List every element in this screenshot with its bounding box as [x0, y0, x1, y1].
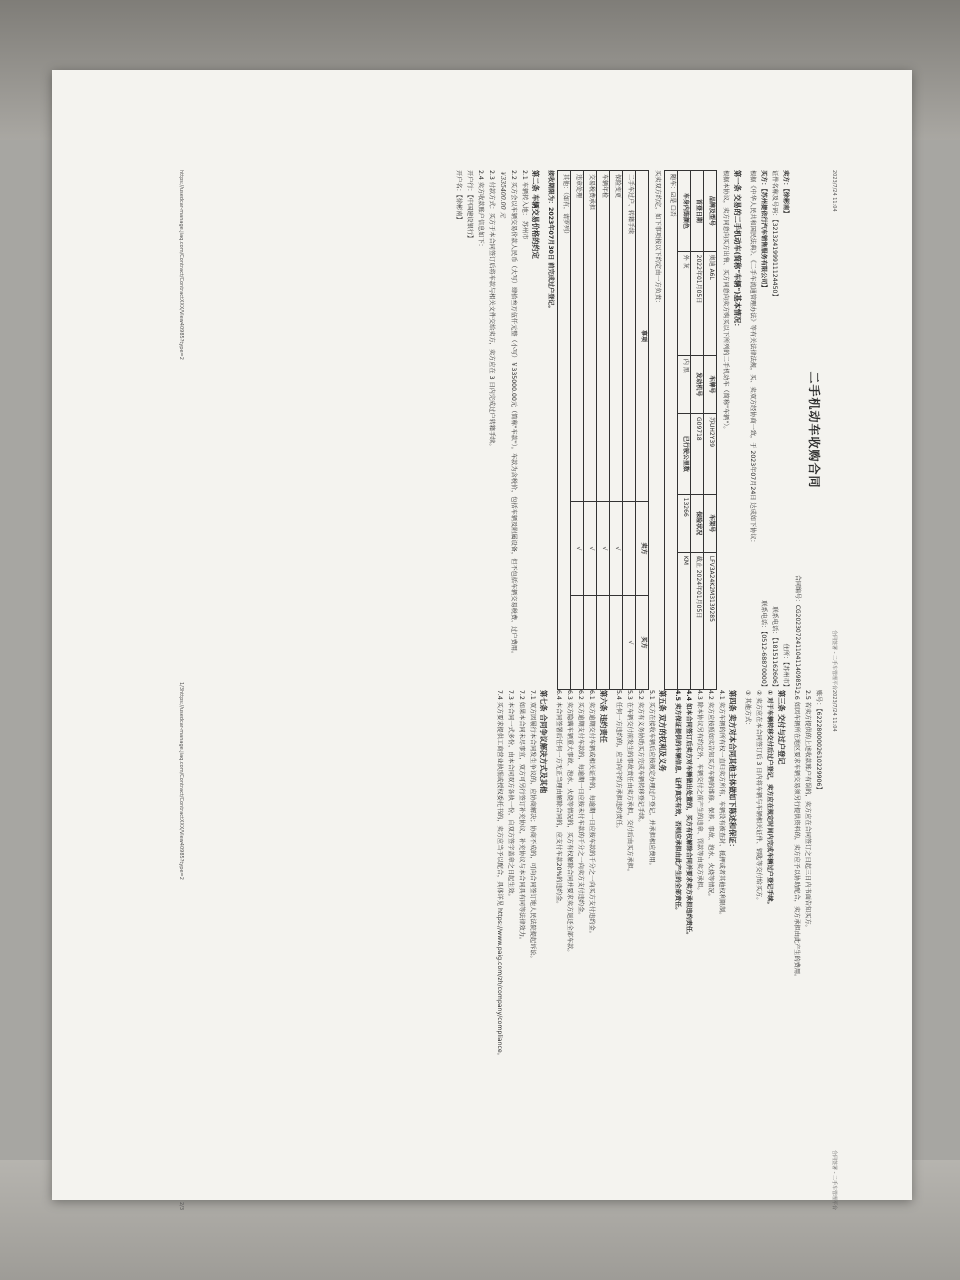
vin-value: LFV3A24K2M3139285	[704, 552, 717, 689]
price-amount: ￥335400.00 元	[498, 170, 506, 218]
page-header	[830, 170, 837, 690]
preamble: 根据《中华人民共和国民法典》、《二手车流通管理办法》等有关法律法规，买、卖双方经协商一致，于 2023年07月24日 达成如下协议：	[748, 170, 756, 546]
article-2-heading: 第二条 车辆交易价格的约定	[531, 170, 541, 259]
page-number: 1/3	[178, 681, 185, 690]
contract-page-2	[177, 690, 837, 1210]
resp-item: 二手车过户、转籍手续	[623, 171, 636, 502]
resp-buyer-mark	[610, 596, 623, 690]
clause-7-1: 7.1 双方因履行本合同发生争议的，应协商解决；协商不成的，可向合同签订地人民法院提起诉讼。	[528, 690, 536, 962]
seller-row-1	[780, 170, 789, 690]
contract-sheet	[52, 70, 912, 1210]
insurance-label: 保险状况	[691, 494, 704, 552]
print-timestamp: 2023/7/24 11:04	[831, 690, 837, 732]
resp-buyer-mark: √	[623, 596, 636, 690]
article-1-heading: 第一条 交易的二手机动车(简称"车辆")基本情况：	[732, 170, 742, 331]
clause-4-5: 4.5 卖方保证提供的车辆信息、证件真实有效，否则应承担由此产生的全部责任。	[674, 690, 682, 914]
clause-2-4: 2.4 卖方收款账户信息如下：	[476, 170, 484, 250]
brand-label: 品牌及型号	[704, 171, 717, 252]
warranty-checkbox: 随车：☑是 ☐否	[665, 171, 678, 690]
clause-6-2: 6.2 买方逾期支付车款的，每逾期一日应按未付车款的千分之一向卖方支付违约金。	[577, 690, 585, 919]
clause-2-1: 2.1 车辆转入地： 苏州市	[520, 170, 528, 240]
clause-4-1: 4.1 卖方车辆的所有权一直归卖方所有，车辆没有被查封、抵押或者其他权利限制。	[717, 690, 725, 919]
reg-date-value: 2022年01月05日	[691, 251, 704, 355]
buyer-phone: 联系电话：【0512-68870000】	[759, 600, 767, 690]
resp-seller-mark	[623, 502, 636, 596]
resp-header-seller: 卖方	[636, 502, 649, 596]
clause-6-3: 6.3 卖方隐瞒车辆重大事故、泡水、火烧等情况的，买方有权解除合同并要求卖方退还全部车款。	[566, 690, 574, 956]
clause-4-3: 4.3 除本协议另有约定外，车辆交付之前产生的违章、罚款等由卖方承担。	[696, 690, 703, 894]
plate-value: 苏UH2Y39	[704, 414, 717, 495]
responsibility-table	[557, 170, 649, 690]
page-number: 2/3	[178, 1201, 185, 1210]
engine-value: G09718	[691, 414, 704, 495]
page-header	[830, 690, 837, 1210]
contract-page-1	[177, 170, 837, 690]
footer-url: https://usedcar-manage.jiaq.com/Contract/ContractXXX/View40985?type=2	[178, 170, 185, 360]
mileage-value: 13266	[678, 494, 691, 552]
resp-seller-mark: √	[584, 502, 597, 596]
seller-address: 住所：【苏州市】	[781, 643, 789, 690]
buyer-name: 买方：【苏州捷依行汽车销售服务有限公司】	[759, 170, 767, 291]
resp-item: 车辆年检	[597, 171, 610, 502]
clause-3-2: ② 卖方应在本合同签订后 3 日内将车辆与车辆相关证件、钥匙等交付给买方。	[755, 690, 763, 904]
seller-row-2	[769, 170, 778, 690]
article-1-intro: 根据本协议，卖方同意向买方出售、买方同意向卖方购买以下所列的二手机动车（简称"车辆"）。	[722, 170, 730, 433]
clause-4-4: 4.4 如本合同签订后卖方对车辆做出处置的，买方有权解除合同并要求卖方承担违约责任。	[685, 690, 693, 939]
clause-6-1: 6.1 卖方逾期交付车辆或相关证件的，每逾期一日应按车款的千分之一向买方支付违约金。	[588, 690, 596, 937]
mileage-label: 已行驶公里数	[678, 414, 691, 495]
clause-2-3: 2.3 付款方式：买方于本合同签订后将车款与相关文件交给卖方，卖方应在 3 日内完成过户转籍手续。	[487, 170, 495, 450]
clause-6-4: 6.4 本合同签署后任何一方无正当理由解除合同的，应支付车款20%的违约金。	[555, 690, 563, 908]
vin-label: 车架号	[704, 494, 717, 552]
transfer-deadline: 接收期限为：2023年07月30日 前完成过户登记。	[547, 170, 555, 312]
table-row	[584, 171, 597, 690]
clause-5-2: 5.2 卖方有义务协助买方完成车辆转移登记手续。	[636, 690, 644, 826]
resp-item: 保险变更	[610, 171, 623, 502]
account-bank: 开户行：【中国建设银行】	[465, 170, 473, 242]
resp-item: 交易税费承担	[584, 171, 597, 502]
contract-number: 合同编号：CG20230724110411409851	[794, 574, 802, 690]
resp-header-buyer: 买方	[636, 596, 649, 690]
footer-url: https://usedcar-manage.jiaq.com/Contract/ContractXXX/View40985?type=2	[178, 690, 185, 880]
insurance-value: 截止 2024年01月05日	[691, 552, 704, 689]
plate-label: 车牌号	[704, 355, 717, 413]
article-4-heading: 第四条 卖方对本合同其他主体做如下陈述和保证：	[728, 690, 738, 851]
buyer-row	[758, 170, 767, 690]
resp-seller-mark: √	[597, 502, 610, 596]
table-row	[597, 171, 610, 690]
account-name: 开户名：【徐彬南】	[455, 170, 462, 223]
table-row	[610, 171, 623, 690]
color-label: 车身内饰颜色	[678, 171, 691, 252]
clause-2-5: 2.5 若卖方提供的上述收款账户有误的，卖方应在合同签订之日起三日内书面告知买方。	[803, 690, 811, 931]
resp-seller-mark: √	[571, 502, 584, 596]
clause-7-3: 7.3 本合同一式多份，由本合同双方各执一份，自双方签字盖章之日起生效。	[506, 690, 514, 900]
seller-id: 证件名称及号码：【321324199911124450】	[770, 170, 778, 300]
article-7-heading: 第七条 合同争议解决方式及其他	[539, 690, 549, 794]
resp-buyer-mark	[584, 596, 597, 690]
color-interior: 内 黑	[678, 355, 691, 413]
account-number: 账号：【6222800002610229906】	[814, 690, 822, 793]
platform-name: 合同签署 - 二手车管理平台	[831, 1150, 837, 1210]
clause-5-3: 5.3 在车辆交付前发生的事故责任由卖方承担，交付后由买方承担。	[625, 690, 633, 876]
table-row	[571, 171, 584, 690]
article-5-heading: 第五条 双方的权利及义务	[658, 690, 668, 772]
clause-3-1: ① 对于车辆转移交付后过户登记，卖方应在规定时间内完成车辆过户登记手续。	[766, 690, 774, 908]
resp-buyer-mark	[597, 596, 610, 690]
clause-2-6: 2.6 如因车辆所在地区要求车辆交易须另行提供资料的，卖方应予以协助配合，卖方承担由此产生的费用。	[792, 690, 800, 981]
article-6-heading: 第六条 违约责任	[598, 690, 608, 743]
resp-buyer-mark	[571, 596, 584, 690]
clause-5-4: 5.4 任何一方违约的，应当向守约方承担违约责任。	[614, 690, 622, 832]
seller-name: 卖方：【徐彬南】	[781, 170, 789, 217]
resp-header-item: 事项	[636, 171, 649, 502]
contract-title: 二手机动车收购合同	[806, 371, 821, 489]
engine-label: 发动机号	[691, 355, 704, 413]
other-items: 其他：（如有，请罗列）	[558, 171, 571, 690]
clause-7-4: 7.4 买方要求提供工商营业执照或授权委托书的，卖方应当予以配合，具体详见 https://www.paig.com/zh/company/compliance。	[495, 690, 503, 1059]
reg-date-label: 首登日期	[691, 171, 704, 252]
clause-3-3: ③ 其他方式：	[744, 690, 752, 729]
clause-7-2: 7.2 如果本合同未尽事宜，双方可另行签订补充协议，补充协议与本合同具有同等法律效力。	[517, 690, 525, 944]
platform-name: 合同签署 - 二手车管理平台	[831, 630, 837, 690]
vehicle-info-table	[664, 170, 717, 690]
page-footer	[177, 170, 184, 690]
article-3-heading: 第三条 交付与过户登记	[776, 690, 786, 765]
brand-value: 奥迪 A6L	[704, 251, 717, 355]
clause-4-2: 4.2 卖方应按照如实告知买方车辆的维修、保养、事故、泡水、火烧等情况。	[706, 690, 714, 900]
page-footer	[177, 690, 184, 1210]
mileage-unit: KM	[678, 552, 691, 689]
clause-5-1: 5.1 买方在接收车辆后应按规定办理过户登记，并承担相应费用。	[647, 690, 655, 869]
color-exterior: 外 灰	[678, 251, 691, 355]
responsibility-intro: 买卖双方约定，如下事项按以下约定由一方负责：	[654, 170, 662, 307]
clause-2-2: 2.2 买方会以车辆交易价款人民币（大写）肆拾叁万伍仟元整（小写）￥335000.00元（简称"车款"）。车款为含税价，包括车辆及附属设备，但不包括车辆交易税费、过户费用。	[509, 170, 517, 658]
seller-phone: 联系电话：【18151162606】	[770, 606, 778, 690]
resp-seller-mark: √	[610, 502, 623, 596]
resp-item: 违章处理	[571, 171, 584, 502]
table-row	[623, 171, 636, 690]
print-timestamp: 2023/7/24 11:04	[831, 170, 837, 212]
